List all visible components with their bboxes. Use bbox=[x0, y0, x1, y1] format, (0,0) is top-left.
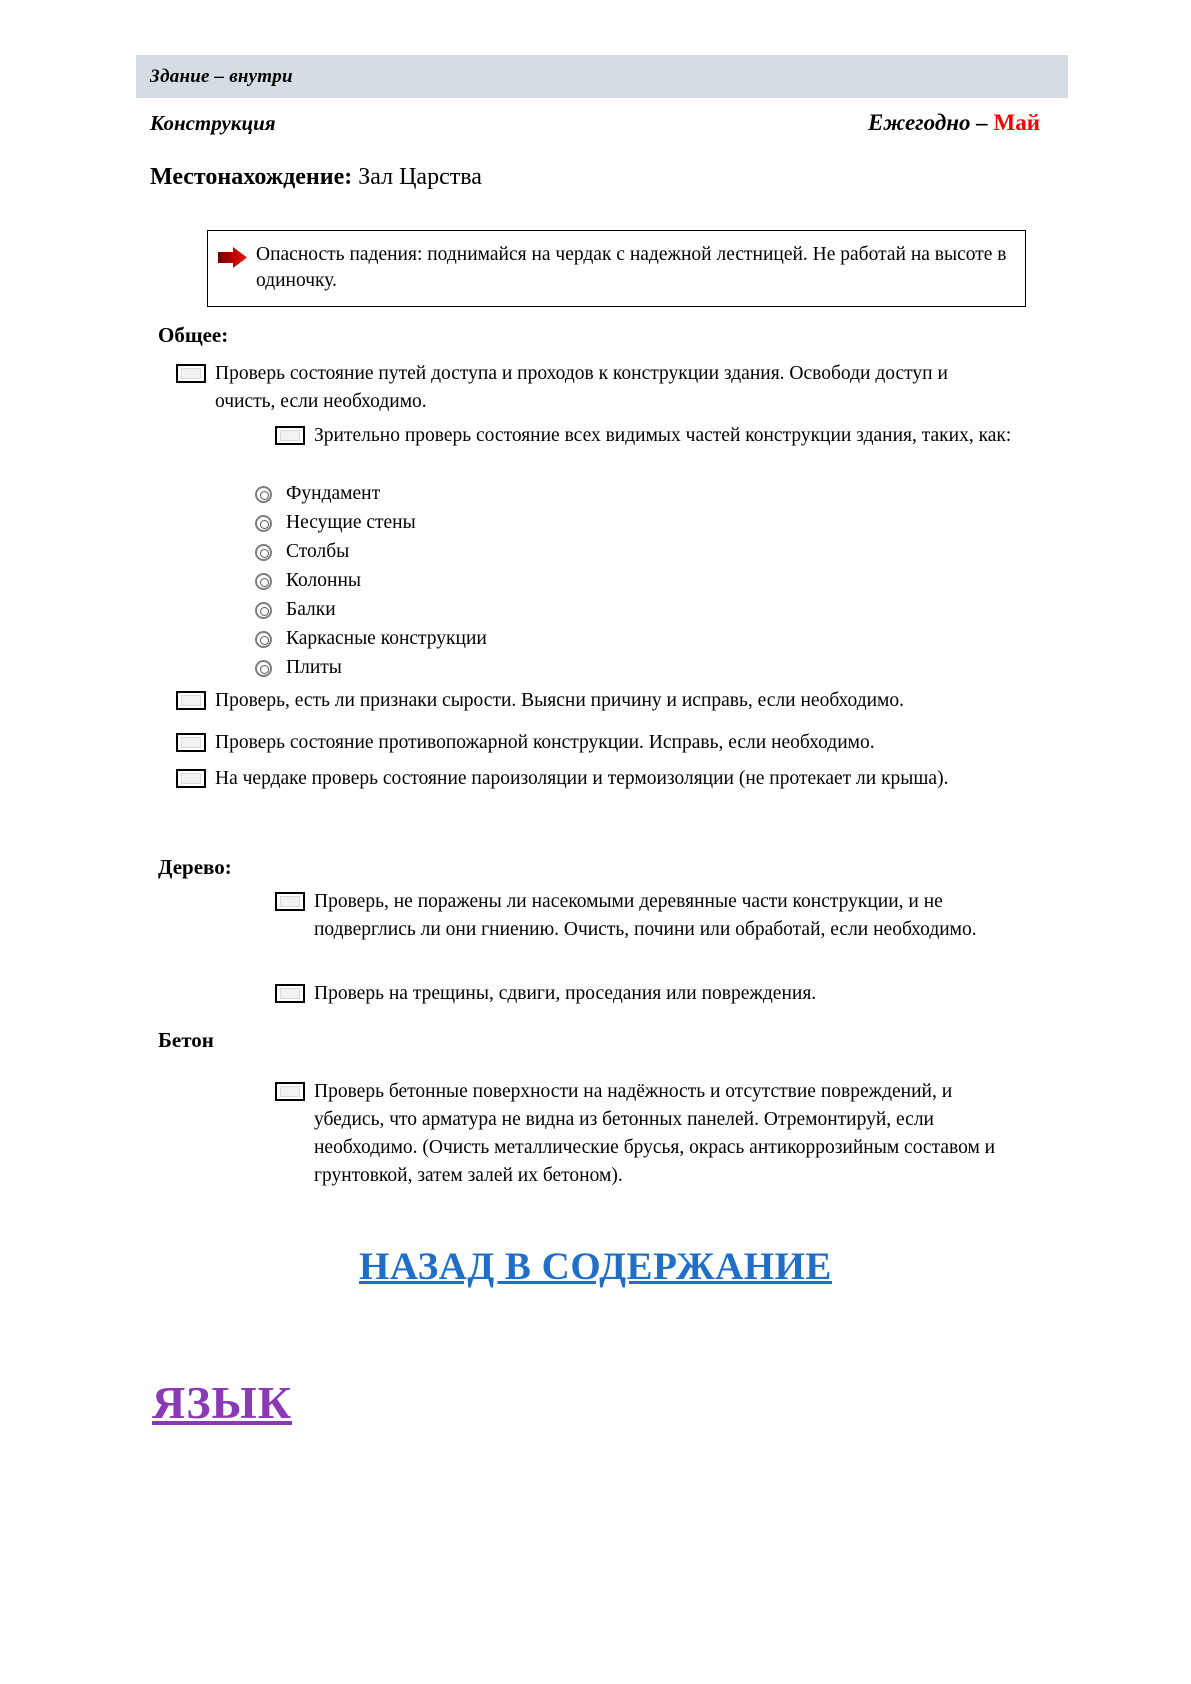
ring-bullet-icon bbox=[255, 486, 272, 503]
checklist-item-label: Зрительно проверь состояние всех видимых частей конструкции здания, таких, как: bbox=[314, 425, 1012, 446]
list-item bbox=[255, 541, 755, 563]
header-band bbox=[136, 55, 1068, 98]
warning-text: Опасность падения: поднимайся на чердак с надежной лестницей. Не работай на высоте в одиночку. bbox=[256, 244, 1007, 291]
ring-bullet-icon bbox=[255, 544, 272, 561]
checklist-item[interactable] bbox=[176, 687, 1036, 715]
checklist-item-label: Проверь на трещины, сдвиги, проседания или повреждения. bbox=[314, 983, 817, 1004]
checklist-item-label: На чердаке проверь состояние пароизоляции и термоизоляции (не протекает ли крыша). bbox=[215, 768, 949, 789]
list-item bbox=[255, 570, 755, 592]
ring-bullet-icon bbox=[255, 515, 272, 532]
location-value: Зал Царства bbox=[352, 164, 482, 190]
list-item bbox=[255, 599, 755, 621]
list-item bbox=[255, 657, 755, 679]
header-band-title: Здание – внутри bbox=[150, 65, 293, 87]
checklist-item[interactable] bbox=[176, 729, 1036, 757]
checklist-item-label: Проверь, есть ли признаки сырости. Выясни причину и исправь, если необходимо. bbox=[215, 690, 905, 711]
checkbox[interactable] bbox=[275, 984, 305, 1003]
list-item-label: Плиты bbox=[286, 657, 342, 678]
checklist-item[interactable] bbox=[275, 1078, 1025, 1190]
checkbox[interactable] bbox=[176, 364, 206, 383]
list-item-label: Фундамент bbox=[286, 483, 381, 504]
red-right-arrow-icon bbox=[218, 247, 248, 268]
checklist-item[interactable] bbox=[176, 360, 984, 416]
list-item-label: Каркасные конструкции bbox=[286, 628, 487, 649]
frequency-prefix: Ежегодно – bbox=[868, 110, 994, 135]
location-line bbox=[150, 164, 482, 191]
list-item bbox=[255, 512, 755, 534]
checkbox[interactable] bbox=[275, 1082, 305, 1101]
list-item-label: Балки bbox=[286, 599, 336, 620]
section-heading-general: Общее: bbox=[158, 323, 229, 347]
checkbox[interactable] bbox=[176, 769, 206, 788]
section-heading-wood: Дерево: bbox=[158, 855, 232, 879]
ring-bullet-icon bbox=[255, 602, 272, 619]
subheader-row bbox=[150, 110, 1040, 136]
checklist-item[interactable] bbox=[275, 980, 1025, 1008]
checklist-item[interactable] bbox=[176, 765, 1021, 793]
location-label: Местонахождение: bbox=[150, 164, 353, 190]
frequency-month: Май bbox=[993, 110, 1040, 135]
checklist-item[interactable] bbox=[275, 422, 1020, 450]
section-label: Конструкция bbox=[150, 111, 276, 135]
checkbox[interactable] bbox=[176, 691, 206, 710]
list-item bbox=[255, 483, 755, 505]
checklist-item[interactable] bbox=[275, 888, 1025, 944]
list-item bbox=[255, 628, 755, 650]
language-link[interactable]: ЯЗЫК bbox=[152, 1377, 293, 1428]
list-item-label: Несущие стены bbox=[286, 512, 416, 533]
checklist-item-label: Проверь состояние путей доступа и проходов к конструкции здания. Освободи доступ и очисть, если необходимо. bbox=[215, 363, 948, 413]
ring-bullet-icon bbox=[255, 660, 272, 677]
checklist-item-label: Проверь, не поражены ли насекомыми деревянные части конструкции, и не подверглись ли они гниению. Очисть, почини или обработай, если необходимо. bbox=[314, 891, 977, 941]
checkbox[interactable] bbox=[275, 892, 305, 911]
frequency-label bbox=[868, 110, 1040, 136]
checkbox[interactable] bbox=[275, 426, 305, 445]
list-item-label: Колонны bbox=[286, 570, 361, 591]
checklist-item-label: Проверь бетонные поверхности на надёжность и отсутствие повреждений, и убедись, что арматура не видна из бетонных панелей. Отремонтируй, если необходимо. (Очисть металлические брусья, окрась антикоррозийным составом и грунтовкой, затем залей их бетоном). bbox=[314, 1081, 996, 1187]
section-heading-concrete: Бетон bbox=[158, 1028, 214, 1052]
checklist-item-label: Проверь состояние противопожарной конструкции. Исправь, если необходимо. bbox=[215, 732, 875, 753]
list-item-label: Столбы bbox=[286, 541, 350, 562]
warning-box bbox=[207, 230, 1026, 307]
back-to-contents-link[interactable]: НАЗАД В СОДЕРЖАНИЕ bbox=[359, 1245, 832, 1288]
ring-bullet-icon bbox=[255, 631, 272, 648]
checkbox[interactable] bbox=[176, 733, 206, 752]
ring-bullet-icon bbox=[255, 573, 272, 590]
